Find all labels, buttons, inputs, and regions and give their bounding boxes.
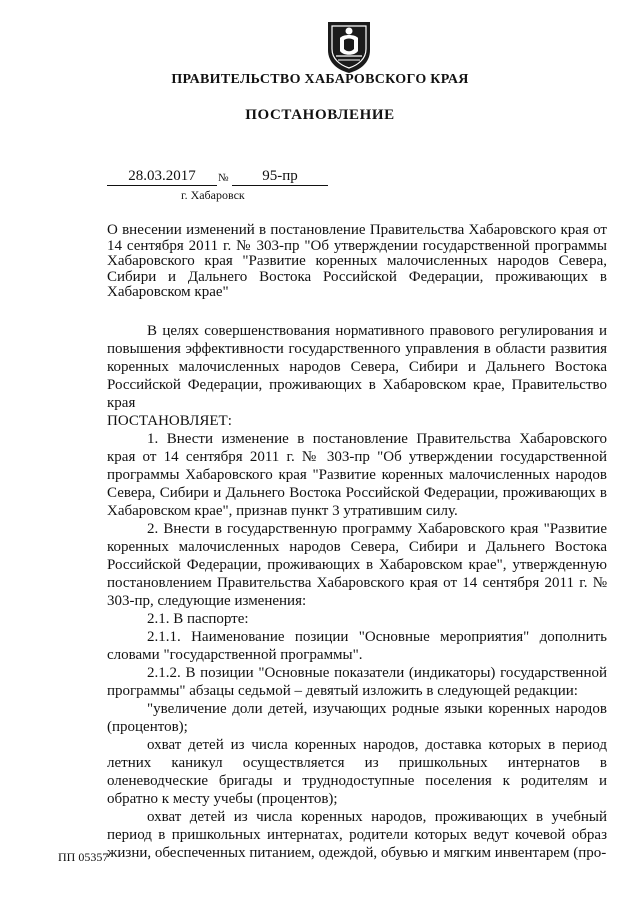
document-city: г. Хабаровск bbox=[181, 188, 245, 202]
item-1-paragraph: 1. Внести изменение в постановление Правительства Хабаровского края от 14 сентября 2011 г. № 303-пр "Об утверждении государственной программы Хабаровского края "Развитие коренных малочисленных народов Севера, Сибири и Дальнего Востока Российской Федерации, проживающих в Хабаровском крае", признав пункт 3 утратившим силу. bbox=[107, 431, 607, 519]
item-2-1-2-paragraph: 2.1.2. В позиции "Основные показатели (индикаторы) государственной программы" абзацы седьмой – девятый изложить в следующей редакции: bbox=[107, 665, 607, 699]
document-type-title: ПОСТАНОВЛЕНИЕ bbox=[245, 107, 395, 123]
document-subject: О внесении изменений в постановление Правительства Хабаровского края от 14 сентября 2011 г. № 303-пр "Об утверждении государственной программы Хабаровского края "Развитие коренных малочисленных народов Севера, Сибири и Дальнего Востока Российской Федерации, проживающих в Хабаровском крае" bbox=[107, 222, 607, 300]
government-title: ПРАВИТЕЛЬСТВО ХАБАРОВСКОГО КРАЯ bbox=[171, 72, 469, 87]
document-body bbox=[107, 322, 607, 862]
quoted-paragraph-3: охват детей из числа коренных народов, проживающих в учебный период в пришкольных интернатах, родители которых ведут кочевой образ жизни, обеспеченных питанием, одеждой, обувью и мягким инвентарем (про- bbox=[107, 809, 607, 861]
document-date: 28.03.2017 bbox=[107, 168, 217, 186]
quoted-paragraph-1: "увеличение доли детей, изучающих родные языки коренных народов (процентов); bbox=[107, 701, 607, 735]
coat-of-arms-emblem-icon bbox=[324, 18, 374, 74]
item-2-1-paragraph: 2.1. В паспорте: bbox=[147, 611, 249, 627]
decree-word: ПОСТАНОВЛЯЕТ: bbox=[107, 413, 232, 429]
item-2-paragraph: 2. Внести в государственную программу Хабаровского края "Развитие коренных малочисленных народов Севера, Сибири и Дальнего Востока Российской Федерации, проживающих в Хабаровском крае", утвержденную постановлением Правительства Хабаровского края от 14 сентября 2011 г. № 303-пр, следующие изменения: bbox=[107, 521, 607, 609]
intro-paragraph: В целях совершенствования нормативного правового регулирования и повышения эффективности государственного управления в области развития коренных малочисленных народов Севера, Сибири и Дальнего Востока Российской Федерации, проживающих в Хабаровском крае, Правительство края bbox=[107, 323, 607, 411]
number-sign: № bbox=[218, 172, 229, 184]
item-2-1-1-paragraph: 2.1.1. Наименование позиции "Основные мероприятия" дополнить словами "государственной программы". bbox=[107, 629, 607, 663]
footer-code: ПП 05357 bbox=[58, 850, 109, 864]
document-number: 95-пр bbox=[232, 168, 328, 186]
quoted-paragraph-2: охват детей из числа коренных народов, доставка которых в период летних каникул осуществляется из пришкольных интернатов в оленеводческие бригады и труднодоступные поселения к родителям и обратно к месту учебы (процентов); bbox=[107, 737, 607, 807]
